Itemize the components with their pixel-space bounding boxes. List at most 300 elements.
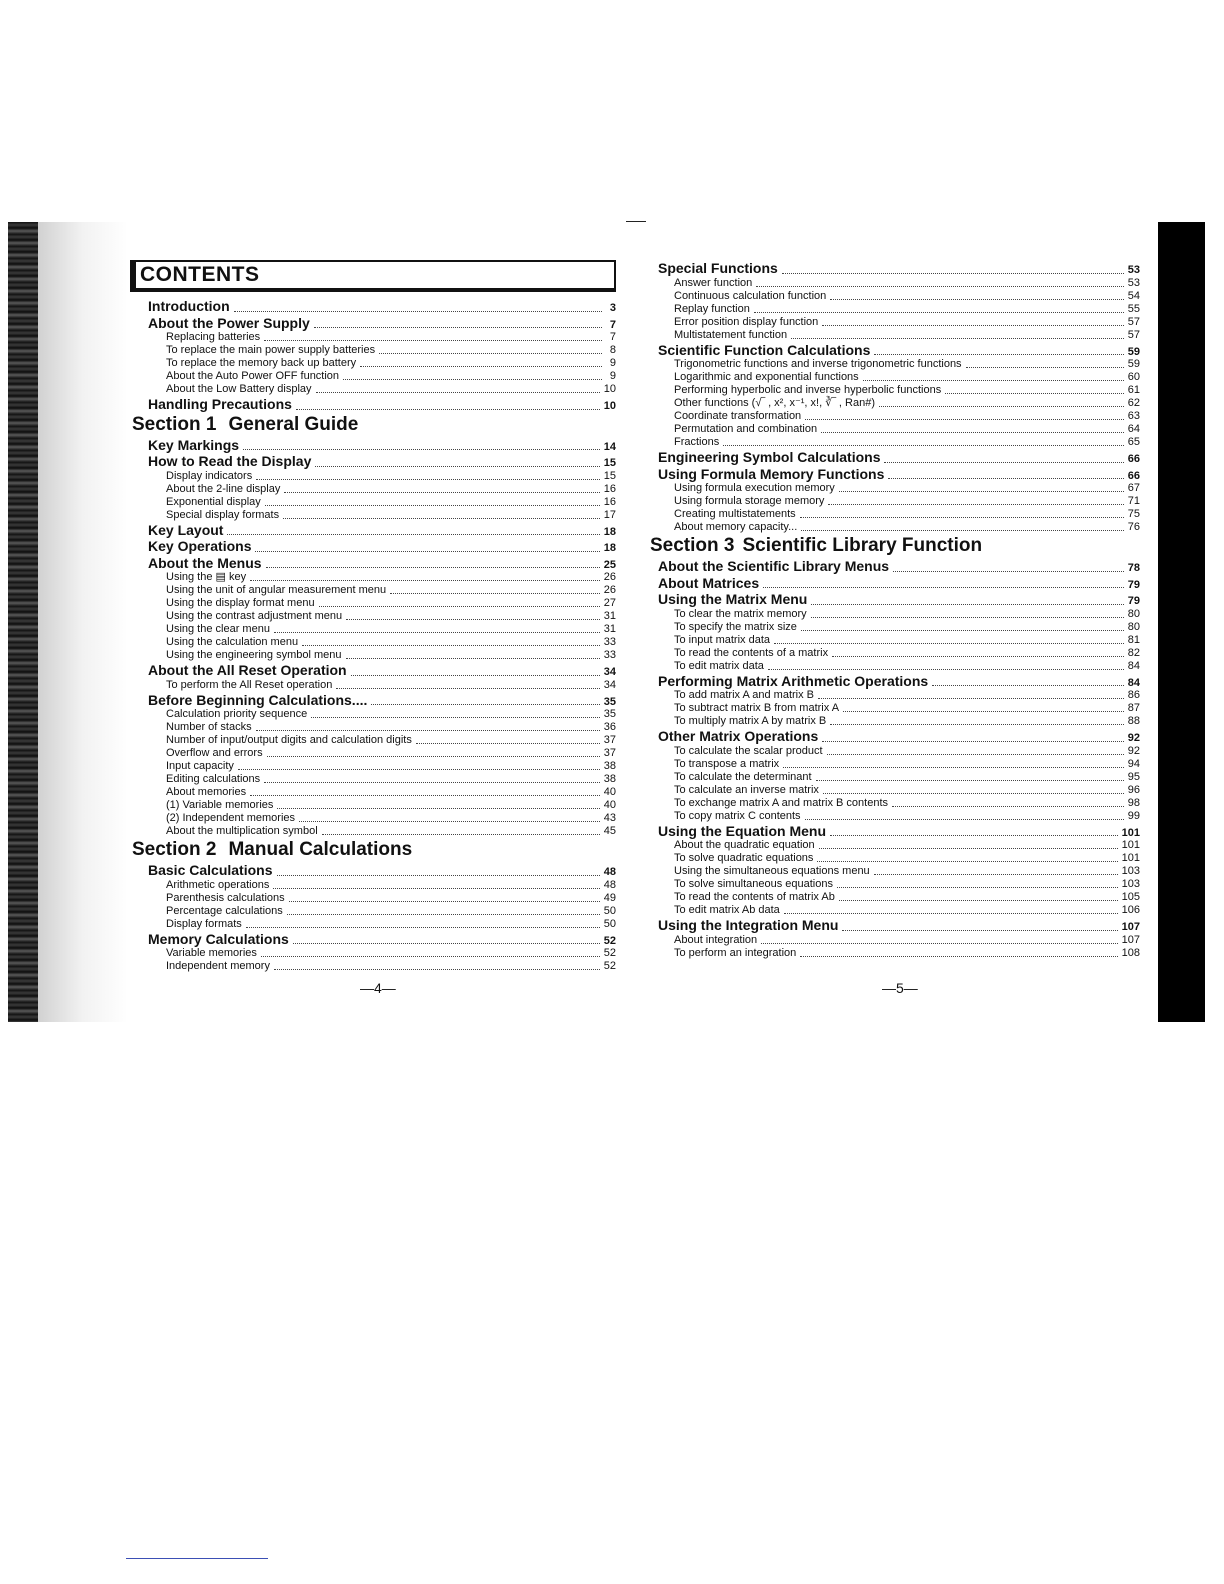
- toc-subentry[interactable]: [130, 786, 616, 799]
- scan-edge-right: [1158, 222, 1205, 1022]
- toc-entry[interactable]: [130, 662, 616, 679]
- toc-subentry[interactable]: [130, 905, 616, 918]
- toc-subentry[interactable]: [130, 918, 616, 931]
- toc-subentry[interactable]: [648, 839, 1140, 852]
- toc-page-number: 82: [1127, 646, 1140, 659]
- dot-leader: [842, 929, 1117, 931]
- dot-leader: [255, 550, 599, 552]
- toc-subentry[interactable]: [130, 721, 616, 734]
- toc-entry-label: About the 2-line display: [166, 482, 281, 495]
- dot-leader: [296, 408, 600, 410]
- dot-leader: [379, 352, 602, 354]
- toc-subentry[interactable]: [648, 715, 1140, 728]
- dot-leader: [256, 729, 600, 731]
- toc-page-number: 80: [1127, 620, 1140, 633]
- toc-subentry[interactable]: [648, 608, 1140, 621]
- toc-page-number: 53: [1127, 264, 1140, 276]
- dot-leader: [277, 874, 600, 876]
- dot-leader: [284, 491, 599, 493]
- toc-page-number: 33: [603, 649, 616, 661]
- toc-subentry[interactable]: [648, 797, 1140, 810]
- dot-leader: [756, 285, 1123, 287]
- section-number: Section 1: [132, 413, 217, 435]
- toc-subentry[interactable]: [130, 747, 616, 760]
- toc-subentry[interactable]: [648, 904, 1140, 917]
- toc-entry-label: To specify the matrix size: [674, 620, 797, 633]
- toc-entry[interactable]: [130, 396, 616, 413]
- toc-entry-label: Handling Precautions: [148, 396, 292, 412]
- toc-subentry[interactable]: [648, 397, 1140, 410]
- toc-entry[interactable]: [130, 555, 616, 572]
- toc-page-number: 106: [1121, 904, 1140, 916]
- dot-leader: [839, 899, 1118, 901]
- toc-subentry[interactable]: [648, 702, 1140, 715]
- toc-entry-label: To transpose a matrix: [674, 757, 780, 770]
- dot-leader: [264, 339, 602, 341]
- toc-subentry[interactable]: [648, 436, 1140, 449]
- toc-page-number: 35: [603, 695, 616, 708]
- contents-header: [130, 260, 616, 292]
- toc-entry[interactable]: [648, 466, 1140, 483]
- dot-leader: [827, 753, 1124, 755]
- toc-page-number: 15: [603, 457, 616, 469]
- toc-entry[interactable]: [130, 931, 616, 948]
- toc-subentry[interactable]: [130, 509, 616, 522]
- toc-page-number: 26: [603, 571, 616, 583]
- dot-leader: [319, 605, 600, 607]
- toc-entry-label: To replace the memory back up battery: [166, 357, 357, 369]
- toc-page-number: 48: [603, 878, 616, 891]
- toc-subentry[interactable]: [130, 773, 616, 786]
- toc-entry-label: About the Power Supply: [148, 314, 310, 331]
- dot-leader: [801, 529, 1123, 531]
- toc-page-number: 10: [603, 400, 616, 412]
- toc-entry-label: Display indicators: [166, 469, 253, 482]
- toc-subentry[interactable]: [648, 290, 1140, 303]
- dot-leader: [811, 616, 1124, 618]
- toc-page-number: 48: [603, 866, 616, 878]
- toc-subentry[interactable]: [648, 689, 1140, 702]
- dot-leader: [289, 900, 600, 902]
- right-page: [648, 260, 1140, 960]
- toc-entry-label: About the All Reset Operation: [148, 662, 347, 678]
- toc-entry-label: Overflow and errors: [166, 747, 263, 759]
- toc-entry[interactable]: [648, 591, 1140, 608]
- toc-entry-label: Performing Matrix Arithmetic Operations: [658, 672, 929, 689]
- toc-subentry[interactable]: [130, 470, 616, 483]
- dot-leader: [884, 461, 1123, 463]
- toc-page-number: 31: [603, 623, 616, 635]
- toc-page-number: 81: [1127, 633, 1140, 646]
- toc-subentry[interactable]: [648, 865, 1140, 878]
- bottom-rule: [126, 1558, 268, 1559]
- toc-subentry[interactable]: [648, 384, 1140, 397]
- toc-entry-label: To subtract matrix B from matrix A: [674, 702, 840, 714]
- toc-entry-label: Performing hyperbolic and inverse hyperbolic functions: [674, 384, 942, 396]
- dot-leader: [800, 955, 1117, 957]
- toc-entry[interactable]: [130, 315, 616, 332]
- toc-subentry[interactable]: [130, 344, 616, 357]
- toc-page-number: 17: [603, 508, 616, 521]
- dot-leader: [774, 642, 1124, 644]
- dot-leader: [322, 833, 600, 835]
- toc-entry-label: To calculate the scalar product: [674, 744, 823, 757]
- toc-subentry[interactable]: [648, 810, 1140, 823]
- dot-leader: [822, 740, 1123, 742]
- toc-subentry[interactable]: [648, 647, 1140, 660]
- toc-subentry[interactable]: [130, 331, 616, 344]
- dot-leader: [723, 444, 1124, 446]
- toc-subentry[interactable]: [130, 623, 616, 636]
- toc-entry[interactable]: [130, 862, 616, 879]
- dot-leader: [351, 674, 600, 676]
- toc-page-number: 76: [1127, 521, 1140, 533]
- toc-page-number: 7: [609, 318, 616, 331]
- dot-leader: [250, 794, 600, 796]
- dot-leader: [888, 477, 1123, 479]
- toc-entry[interactable]: [648, 823, 1140, 840]
- toc-subentry[interactable]: [648, 878, 1140, 891]
- dot-leader: [302, 644, 600, 646]
- toc-entry-label: To edit matrix Ab data: [674, 904, 780, 916]
- dot-leader: [316, 391, 600, 393]
- dot-leader: [273, 887, 599, 889]
- toc-entry-label: Creating multistatements: [674, 508, 796, 520]
- toc-subentry[interactable]: [130, 825, 616, 838]
- toc-page-number: 3: [609, 302, 616, 314]
- toc-entry-label: Other Matrix Operations: [658, 728, 819, 744]
- toc-entry-label: To clear the matrix memory: [674, 607, 807, 620]
- toc-entry[interactable]: [648, 728, 1140, 745]
- toc-subentry[interactable]: [648, 423, 1140, 436]
- toc-page-number: 107: [1121, 921, 1140, 933]
- toc-entry-label: Using the simultaneous equations menu: [674, 865, 870, 877]
- toc-entry-label: Using the Integration Menu: [658, 917, 839, 933]
- toc-page-number: 59: [1127, 358, 1140, 370]
- toc-page-number: 52: [603, 960, 616, 972]
- toc-subentry[interactable]: [648, 495, 1140, 508]
- toc-entry-label: Before Beginning Calculations....: [148, 691, 368, 708]
- toc-page-number: 60: [1127, 371, 1140, 383]
- toc-entry-label: To read the contents of a matrix: [674, 646, 829, 659]
- toc-entry-label: Key Markings: [148, 436, 240, 453]
- toc-subentry[interactable]: [130, 799, 616, 812]
- toc-entry-label: To calculate the determinant: [674, 770, 812, 783]
- dot-leader: [234, 310, 602, 312]
- toc-entry-label: Permutation and combination: [674, 423, 818, 435]
- toc-subentry[interactable]: [648, 277, 1140, 290]
- dot-leader: [227, 533, 599, 535]
- toc-entry-label: About Matrices: [658, 574, 760, 591]
- toc-entry[interactable]: [648, 575, 1140, 592]
- toc-page-number: 49: [603, 891, 616, 904]
- toc-page-number: 84: [1127, 676, 1140, 689]
- toc-entry-label: To calculate an inverse matrix: [674, 783, 819, 796]
- toc-subentry[interactable]: [648, 947, 1140, 960]
- toc-subentry[interactable]: [130, 812, 616, 825]
- dot-leader: [293, 942, 600, 944]
- dot-leader: [763, 586, 1124, 588]
- dot-leader: [250, 579, 600, 581]
- toc-subentry[interactable]: [130, 496, 616, 509]
- toc-page-number: 50: [603, 904, 616, 917]
- toc-subentry[interactable]: [648, 745, 1140, 758]
- toc-subentry[interactable]: [130, 636, 616, 649]
- dot-leader: [311, 716, 600, 718]
- dot-leader: [754, 311, 1124, 313]
- toc-subentry[interactable]: [130, 483, 616, 496]
- toc-page-number: 50: [603, 917, 616, 930]
- dot-leader: [336, 687, 599, 689]
- toc-entry-label: Scientific Function Calculations: [658, 341, 871, 358]
- toc-page-number: 98: [1127, 796, 1140, 809]
- toc-entry-label: Variable memories: [166, 947, 257, 959]
- toc-entry[interactable]: [648, 673, 1140, 690]
- toc-subentry[interactable]: [130, 947, 616, 960]
- dot-leader: [314, 326, 602, 328]
- toc-subentry[interactable]: [648, 329, 1140, 342]
- dot-leader: [823, 792, 1124, 794]
- toc-entry-label: Special Functions: [658, 260, 778, 276]
- toc-page-number: 43: [603, 812, 616, 824]
- dot-leader: [830, 723, 1124, 725]
- dot-leader: [822, 324, 1123, 326]
- toc-page-number: 87: [1127, 702, 1140, 714]
- toc-subentry[interactable]: [648, 482, 1140, 495]
- dot-leader: [830, 834, 1118, 836]
- toc-page-number: 86: [1127, 689, 1140, 701]
- dot-leader: [945, 392, 1124, 394]
- toc-page-number: 71: [1127, 495, 1140, 507]
- toc-entry-label: Using the unit of angular measurement menu: [166, 584, 387, 596]
- toc-page-number: 8: [609, 344, 616, 356]
- dot-leader: [821, 431, 1124, 433]
- toc-entry-label: Parenthesis calculations: [166, 891, 285, 904]
- toc-entry-label: Using the calculation menu: [166, 636, 299, 648]
- toc-page-number: 52: [603, 947, 616, 959]
- toc-subentry[interactable]: [130, 370, 616, 383]
- toc-page-number: 9: [609, 357, 616, 369]
- toc-entry-label: To read the contents of matrix Ab: [674, 891, 835, 903]
- toc-entry[interactable]: [130, 538, 616, 555]
- toc-page-number: 88: [1127, 715, 1140, 727]
- toc-page-number: 84: [1127, 659, 1140, 672]
- toc-entry-label: Using the Matrix Menu: [658, 591, 808, 607]
- dot-leader: [274, 968, 600, 970]
- toc-page-number: 7: [609, 331, 616, 343]
- toc-page-number: 75: [1127, 508, 1140, 520]
- dot-leader: [390, 592, 600, 594]
- toc-entry-label: Number of input/output digits and calculation digits: [166, 734, 412, 746]
- toc-page-number: 92: [1127, 744, 1140, 757]
- toc-page-number: 61: [1127, 384, 1140, 396]
- toc-page-number: 63: [1127, 410, 1140, 422]
- toc-page-number: 37: [603, 747, 616, 759]
- toc-subentry[interactable]: [130, 649, 616, 662]
- toc-entry-label: (1) Variable memories: [166, 799, 274, 811]
- scan-shadow-left: [38, 222, 128, 1022]
- toc-subentry[interactable]: [648, 621, 1140, 634]
- toc-entry-label: Using Formula Memory Functions: [658, 465, 885, 482]
- toc-entry-label: About memory capacity...: [674, 521, 798, 533]
- toc-page-number: 96: [1127, 783, 1140, 796]
- toc-entry-label: About the Menus: [148, 554, 262, 571]
- toc-subentry[interactable]: [648, 521, 1140, 534]
- toc-subentry[interactable]: [648, 934, 1140, 947]
- dot-leader: [360, 365, 602, 367]
- toc-subentry[interactable]: [130, 892, 616, 905]
- toc-entry-label: About memories: [166, 786, 247, 798]
- toc-page-number: 107: [1121, 933, 1140, 946]
- dot-leader: [863, 379, 1124, 381]
- toc-subentry[interactable]: [648, 303, 1140, 316]
- dot-leader: [264, 781, 600, 783]
- toc-subentry[interactable]: [130, 610, 616, 623]
- toc-subentry[interactable]: [648, 358, 1140, 371]
- toc-subentry[interactable]: [648, 371, 1140, 384]
- toc-subentry[interactable]: [130, 760, 616, 773]
- toc-subentry[interactable]: [648, 784, 1140, 797]
- section-number: Section 2: [132, 839, 217, 860]
- toc-subentry[interactable]: [648, 410, 1140, 423]
- toc-entry-label: Special display formats: [166, 508, 280, 521]
- dot-leader: [243, 448, 600, 450]
- toc-entry-label: Input capacity: [166, 760, 234, 772]
- toc-subentry[interactable]: [130, 584, 616, 597]
- toc-page-number: 101: [1121, 852, 1140, 864]
- toc-entry-label: Calculation priority sequence: [166, 708, 308, 720]
- toc-subentry[interactable]: [130, 708, 616, 721]
- section-name: Scientific Library Function: [742, 535, 983, 556]
- toc-page-number: 35: [603, 708, 616, 720]
- toc-entry-label: To input matrix data: [674, 633, 770, 646]
- dot-leader: [832, 655, 1124, 657]
- dot-leader: [261, 955, 600, 957]
- toc-subentry[interactable]: [648, 508, 1140, 521]
- toc-entry-label: Replay function: [674, 302, 750, 315]
- dot-leader: [782, 272, 1124, 274]
- toc-entry-label: (2) Independent memories: [166, 812, 296, 824]
- toc-entry-label: Key Operations: [148, 538, 252, 554]
- toc-page-number: 15: [603, 469, 616, 482]
- toc-subentry[interactable]: [130, 383, 616, 396]
- dot-leader: [416, 742, 600, 744]
- toc-entry[interactable]: [648, 449, 1140, 466]
- section-number: Section 3: [650, 535, 735, 556]
- dot-leader: [265, 504, 600, 506]
- dot-leader: [819, 847, 1118, 849]
- toc-entry[interactable]: [648, 558, 1140, 575]
- toc-entry-label: Percentage calculations: [166, 904, 283, 917]
- toc-entry-label: Using formula storage memory: [674, 495, 825, 507]
- dot-leader: [791, 337, 1124, 339]
- toc-page-number: 59: [1127, 345, 1140, 358]
- dot-leader: [283, 517, 600, 519]
- toc-page-number: 67: [1127, 482, 1140, 494]
- toc-subentry[interactable]: [130, 734, 616, 747]
- toc-entry-label: To copy matrix C contents: [674, 809, 801, 822]
- toc-entry-label: Arithmetic operations: [166, 878, 270, 891]
- dot-leader: [830, 298, 1123, 300]
- toc-page-number: 18: [603, 525, 616, 538]
- toc-entry[interactable]: [648, 260, 1140, 277]
- dot-leader: [299, 820, 600, 822]
- toc-entry[interactable]: [130, 453, 616, 470]
- toc-entry-label: About the Low Battery display: [166, 383, 312, 395]
- toc-page-number: 66: [1127, 453, 1140, 465]
- toc-page-number: 92: [1127, 732, 1140, 744]
- toc-entry[interactable]: [648, 342, 1140, 359]
- toc-page-number: 78: [1127, 562, 1140, 574]
- toc-page-number: 36: [603, 721, 616, 733]
- toc-subentry[interactable]: [130, 679, 616, 692]
- toc-subentry[interactable]: [648, 771, 1140, 784]
- toc-entry-label: Editing calculations: [166, 773, 261, 785]
- section-heading: [648, 534, 1140, 558]
- section-name: Manual Calculations: [228, 839, 413, 860]
- toc-subentry[interactable]: [130, 597, 616, 610]
- toc-subentry[interactable]: [648, 891, 1140, 904]
- toc-subentry[interactable]: [648, 316, 1140, 329]
- toc-entry[interactable]: [130, 522, 616, 539]
- toc-entry-label: Other functions (√‾ , x², x⁻¹, x!, ∛‾ , Ran#): [674, 397, 876, 409]
- toc-entry[interactable]: [648, 917, 1140, 934]
- toc-entry-label: To replace the main power supply batteries: [166, 344, 376, 356]
- toc-subentry[interactable]: [130, 357, 616, 370]
- dot-leader: [287, 913, 600, 915]
- toc-page-number: 34: [603, 678, 616, 691]
- dot-leader: [892, 805, 1124, 807]
- toc-subentry[interactable]: [648, 852, 1140, 865]
- toc-entry-label: Display formats: [166, 917, 242, 930]
- dot-leader: [783, 766, 1124, 768]
- dot-leader: [238, 768, 600, 770]
- toc-subentry[interactable]: [130, 879, 616, 892]
- top-mark: [626, 221, 646, 222]
- toc-entry[interactable]: [130, 692, 616, 709]
- toc-entry-label: To solve simultaneous equations: [674, 878, 833, 890]
- toc-subentry[interactable]: [648, 758, 1140, 771]
- dot-leader: [277, 807, 599, 809]
- dot-leader: [801, 629, 1124, 631]
- toc-entry-label: Using the contrast adjustment menu: [166, 610, 343, 622]
- page-number-left: —4—: [360, 980, 396, 996]
- dot-leader: [784, 912, 1118, 914]
- toc-entry-label: Engineering Symbol Calculations: [658, 449, 881, 465]
- dot-leader: [267, 755, 600, 757]
- dot-leader: [768, 668, 1124, 670]
- toc-page-number: 64: [1127, 423, 1140, 435]
- toc-page-number: 103: [1121, 878, 1140, 890]
- toc-subentry[interactable]: [130, 571, 616, 584]
- toc-entry-label: Using the display format menu: [166, 597, 315, 609]
- toc-page-number: 101: [1121, 826, 1140, 839]
- toc-subentry[interactable]: [648, 634, 1140, 647]
- dot-leader: [256, 478, 600, 480]
- toc-subentry[interactable]: [130, 960, 616, 973]
- toc-page-number: 38: [603, 773, 616, 785]
- toc-page-number: 40: [603, 799, 616, 811]
- toc-entry-label: Basic Calculations: [148, 862, 273, 878]
- toc-entry[interactable]: [130, 298, 616, 315]
- toc-entry[interactable]: [130, 437, 616, 454]
- toc-entry-label: Key Layout: [148, 521, 224, 538]
- toc-list-left: [130, 298, 616, 973]
- toc-page-number: 52: [603, 934, 616, 947]
- toc-page-number: 108: [1121, 946, 1140, 959]
- toc-entry-label: Answer function: [674, 276, 753, 289]
- toc-subentry[interactable]: [648, 660, 1140, 673]
